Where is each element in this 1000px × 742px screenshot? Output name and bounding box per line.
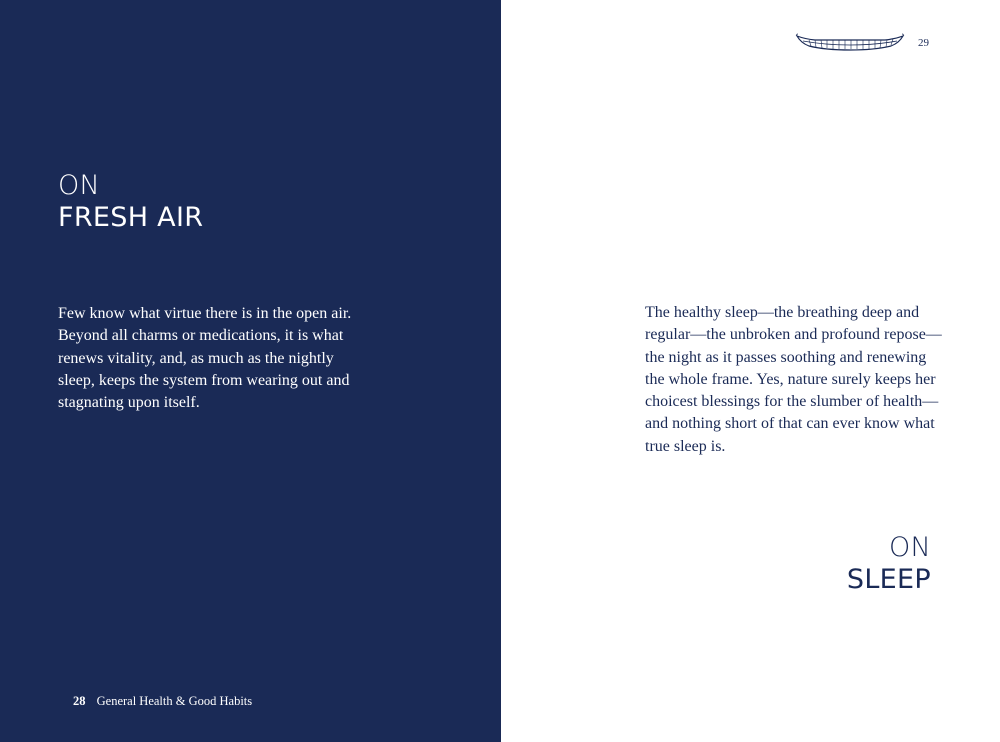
heading-title: SLEEP — [846, 564, 931, 595]
heading-on: ON — [58, 170, 101, 201]
left-page-number: 28 — [73, 694, 86, 708]
heading-title: FRESH AIR — [58, 202, 204, 233]
sleep-heading — [847, 532, 931, 596]
sleep-body: The healthy sleep—the breathing deep and regular—the unbroken and profound repose—the night as it passes soothing and renewing the whole frame. Yes, nature surely keeps her choicest blessings for the slumber of health—and nothing short of that can ever know what true sleep is. — [645, 304, 942, 455]
canoe-icon — [795, 33, 905, 53]
heading-on: ON — [888, 532, 931, 563]
left-footer — [73, 694, 252, 709]
right-page-number: 29 — [918, 37, 929, 49]
section-title: General Health & Good Habits — [96, 694, 253, 708]
fresh-air-heading — [58, 170, 203, 234]
right-page — [501, 0, 1000, 742]
fresh-air-body: Few know what virtue there is in the open air. Beyond all charms or medications, it is what renews vitality, and, as much as the nightly sleep, keeps the system from wearing out and stagnating upon itself. — [58, 305, 352, 412]
